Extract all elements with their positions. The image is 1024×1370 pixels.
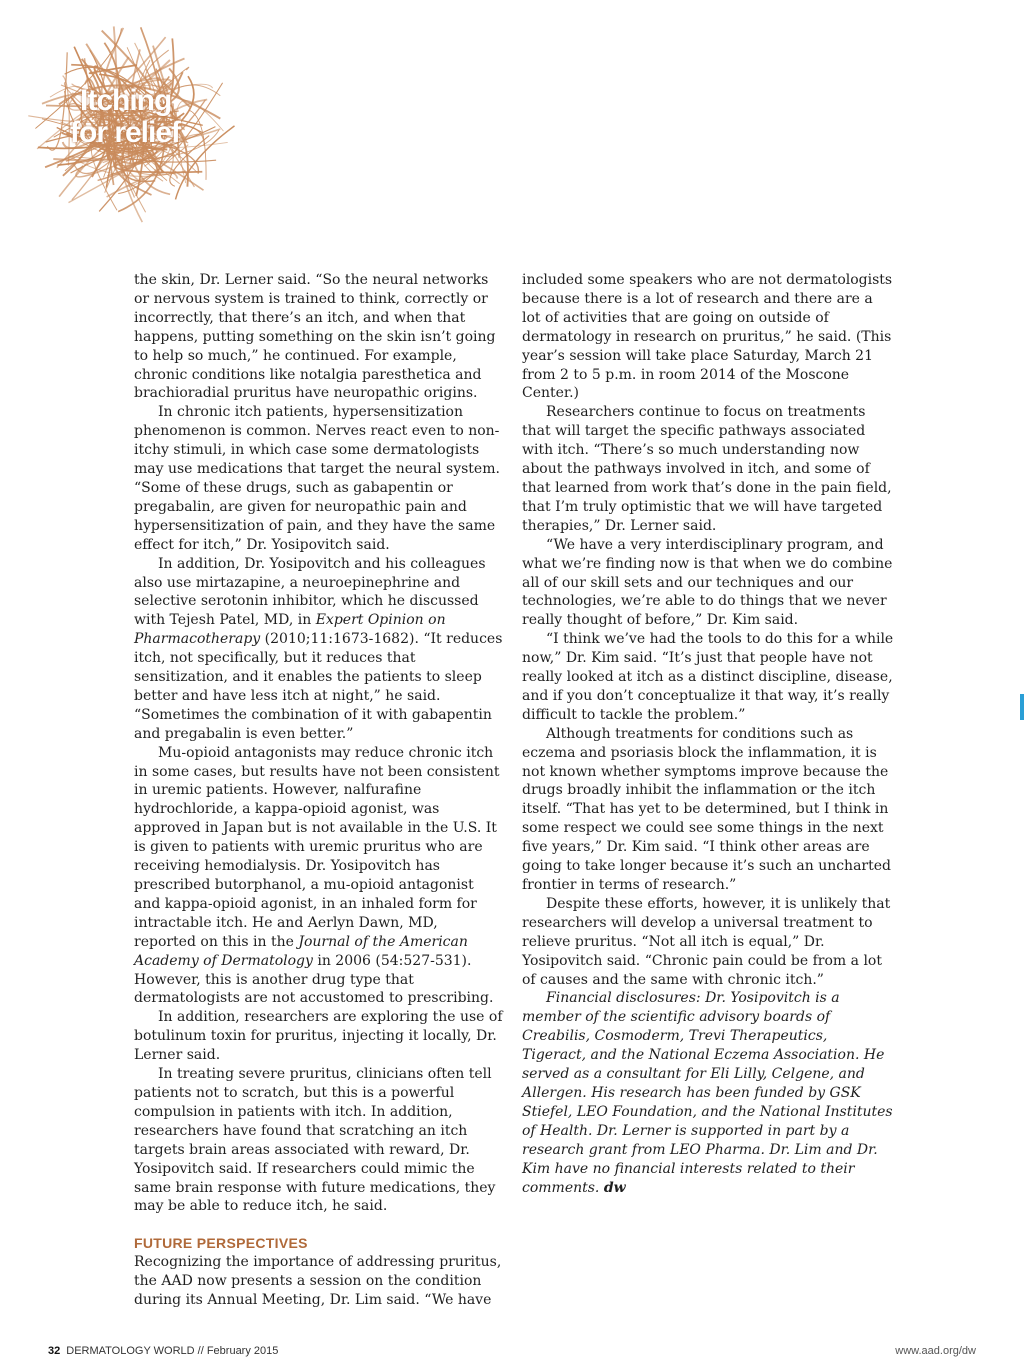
publication-name: DERMATOLOGY WORLD // February 2015 — [66, 1345, 279, 1357]
page-number: 32 — [48, 1345, 61, 1357]
paragraph: In chronic itch patients, hypersensitization phenomenon is common. Nerves react even to non-itchy stimuli, in which case some dermatologists may use medications that target the neural system. “Some of these drugs, such as gabapentin or pregabalin, are given for neuropathic pain and hypersensitization of pain, and they have the same effect for itch,” Dr. Yosipovitch said. — [134, 404, 500, 553]
paragraph: included some speakers who are not dermatologists because there is a lot of research and there are a lot of activities that are going on outside of dermatology in research on pruritus,” he said. (This year’s session will take place Saturday, March 21 from 2 to 5 p.m. in room 2014 of the Moscone Center.) — [522, 272, 893, 402]
paragraph: the skin, Dr. Lerner said. “So the neural networks or nervous system is trained to think, correctly or incorrectly, that there’s an itch, and when that happens, putting something on the skin isn’t going to help so much,” he continued. For example, chronic conditions like notalgia paresthetica and brachioradial pruritus have neuropathic origins. — [134, 272, 496, 402]
paragraph: Researchers continue to focus on treatments that will target the specific pathways associated with itch. “There’s so much understanding now about the pathways involved in itch, and some of that learned from work that’s done in the pain field, that I’m truly optimistic that we will have targeted therapies,” Dr. Lerner said. — [522, 404, 892, 534]
page-edge-tab — [1020, 694, 1024, 720]
footer-publication — [48, 1345, 278, 1357]
logo-title-line2: for relief — [70, 116, 181, 149]
article-right-column — [522, 271, 894, 1197]
paragraph: Despite these efforts, however, it is unlikely that researchers will develop a universal treatment to relieve pruritus. “Not all itch is equal,” Dr. Yosipovitch said. “Chronic pain could be from a lot of causes and the same with chronic itch.” — [522, 895, 891, 988]
paragraph: In treating severe pruritus, clinicians often tell patients not to scratch, but this is a powerful compulsion in patients with itch. In addition, researchers have found that scratching an itch targets brain areas associated with reward, Dr. Yosipovitch said. If researchers could mimic the same brain response with future medications, they may be able to reduce itch, he said. — [134, 1066, 496, 1215]
logo-title-line1: Itching — [80, 84, 172, 117]
paragraph: “I think we’ve had the tools to do this for a while now,” Dr. Kim said. “It’s just that people have not really looked at itch as a distinct discipline, disease, and if you don’t conceptualize it that way, it’s really difficult to tackle the problem.” — [522, 631, 894, 723]
itching-for-relief-logo — [14, 14, 246, 236]
paragraph: In addition, researchers are exploring the use of botulinum toxin for pruritus, injecting it locally, Dr. Lerner said. — [134, 1009, 503, 1064]
paragraph: “We have a very interdisciplinary program, and what we’re finding now is that when we do combine all of our skill sets and our techniques and our technologies, we’re able to do things that we never really thought of before,” Dr. Kim said. — [522, 536, 893, 629]
paragraph: Mu-opioid antagonists may reduce chronic itch in some cases, but results have not been consistent in uremic patients. However, nalfurafine hydrochloride, a kappa-opioid agonist, was approved in Japan but is not available in the U.S. It is given to patients with uremic pruritus who are receiving hemodialysis. Dr. Yosipovitch has prescribed butorphanol, a mu-opioid antagonist and kappa-opioid agonist, in an inhaled form for intractable itch. He and Aerlyn Dawn, MD, reported on this in the Journal of the American Academy of Dermatology in 2006 (54:527-531). However, this is another drug type that dermatologists are not accustomed to prescribing. — [134, 744, 500, 1007]
footer-url[interactable]: www.aad.org/dw — [895, 1345, 976, 1357]
paragraph: Recognizing the importance of addressing pruritus, the AAD now presents a session on the condition during its Annual Meeting, Dr. Lim said. “We have — [134, 1254, 502, 1309]
financial-disclosures: Financial disclosures: Dr. Yosipovitch is a member of the scientific advisory boards of Creabilis, Cosmoderm, Trevi Therapeutics, Tigeract, and the National Eczema Association. He served as a consultant for Eli Lilly, Celgene, and Allergen. His research has been funded by GSK Stiefel, LEO Foundation, and the National Institutes of Health. Dr. Lerner is supported in part by a research grant from LEO Pharma. Dr. Lim and Dr. Kim have no financial interests related to their comments. dw — [522, 990, 893, 1196]
article-left-column — [134, 271, 504, 1310]
paragraph: In addition, Dr. Yosipovitch and his colleagues also use mirtazapine, a neuroepinephrine and selective serotonin inhibitor, which he discussed with Tejesh Patel, MD, in Expert Opinion on Pharmacotherapy (2010;11:1673-1682). “It reduces itch, not specifically, but it reduces that sensitization, and it enables the patients to sleep better and have less itch at night,” he said. “Sometimes the combination of it with gabapentin and pregabalin is even better.” — [134, 555, 503, 742]
journal-title: Journal of the American Academy of Dermatology — [134, 933, 468, 969]
journal-title: Expert Opinion on Pharmacotherapy — [134, 612, 446, 648]
paragraph: Although treatments for conditions such as eczema and psoriasis block the inflammation, it is not known whether symptoms improve because the drugs broadly inhibit the inflammation or the itch itself. “That has yet to be determined, but I think in some respect we could see some things in the next five years,” Dr. Kim said. “I think other areas are going to take longer because it’s such an uncharted frontier in terms of research.” — [522, 725, 891, 893]
section-heading: FUTURE PERSPECTIVES — [134, 1235, 308, 1252]
end-mark: dw — [603, 1179, 626, 1196]
